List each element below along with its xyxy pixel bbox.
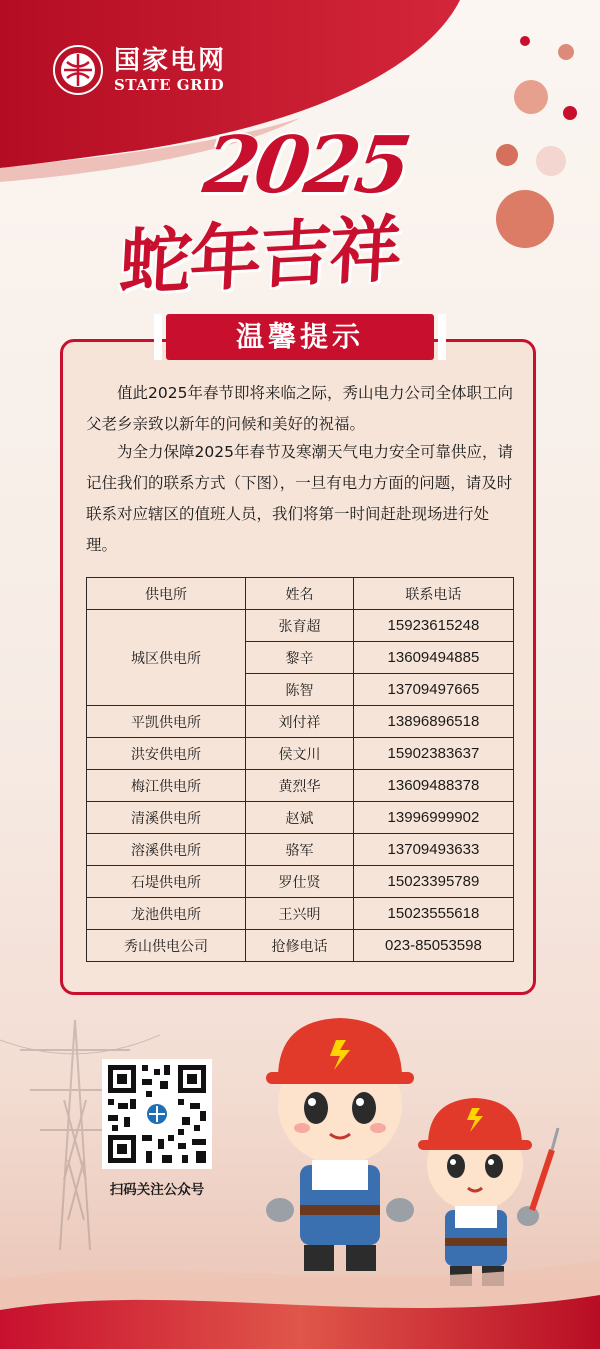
station-cell: 梅江供电所 bbox=[87, 770, 246, 802]
phone-cell[interactable]: 15023555618 bbox=[353, 898, 513, 930]
name-cell: 黎辛 bbox=[246, 642, 354, 674]
notice-paragraph-1: 值此2025年春节即将来临之际，秀山电力公司全体职工向父老乡亲致以新年的问候和美好的祝福。 bbox=[86, 384, 513, 433]
bottom-red-wave bbox=[0, 1240, 600, 1349]
phone-cell[interactable]: 13896896518 bbox=[353, 706, 513, 738]
phone-cell[interactable]: 13609494885 bbox=[353, 642, 513, 674]
deco-dot bbox=[563, 106, 577, 120]
header-name: 姓名 bbox=[246, 578, 354, 610]
qr-code-icon[interactable] bbox=[102, 1059, 212, 1169]
deco-dot bbox=[496, 190, 554, 248]
name-cell: 骆军 bbox=[246, 834, 354, 866]
phone-cell[interactable]: 13709493633 bbox=[353, 834, 513, 866]
phone-cell[interactable]: 15923615248 bbox=[353, 610, 513, 642]
table-row bbox=[87, 898, 514, 930]
table-row bbox=[87, 610, 514, 642]
table-row bbox=[87, 706, 514, 738]
phone-cell[interactable]: 023-85053598 bbox=[353, 930, 513, 962]
table-row bbox=[87, 930, 514, 962]
brand-name-en: STATE GRID bbox=[114, 75, 225, 94]
table-row bbox=[87, 738, 514, 770]
table-row bbox=[87, 866, 514, 898]
name-cell: 张育超 bbox=[246, 610, 354, 642]
station-cell: 城区供电所 bbox=[87, 610, 246, 706]
station-cell: 石堤供电所 bbox=[87, 866, 246, 898]
name-cell: 刘付祥 bbox=[246, 706, 354, 738]
headline-slogan: 蛇年吉祥 bbox=[117, 205, 402, 306]
headline bbox=[117, 120, 480, 310]
phone-cell[interactable]: 13996999902 bbox=[353, 802, 513, 834]
table-row bbox=[87, 834, 514, 866]
state-grid-logo bbox=[52, 44, 226, 96]
header-phone: 联系电话 bbox=[353, 578, 513, 610]
station-cell: 溶溪供电所 bbox=[87, 834, 246, 866]
qr-caption: 扫码关注公众号 bbox=[109, 1182, 205, 1198]
station-cell: 洪安供电所 bbox=[87, 738, 246, 770]
name-cell: 陈智 bbox=[246, 674, 354, 706]
name-cell: 抢修电话 bbox=[246, 930, 354, 962]
station-cell: 清溪供电所 bbox=[87, 802, 246, 834]
deco-dot bbox=[558, 44, 574, 60]
phone-cell[interactable]: 15023395789 bbox=[353, 866, 513, 898]
name-cell: 侯文川 bbox=[246, 738, 354, 770]
notice-title: 温馨提示 bbox=[166, 314, 434, 360]
mascot-large bbox=[266, 1018, 414, 1271]
deco-dot bbox=[536, 146, 566, 176]
table-row bbox=[87, 770, 514, 802]
station-cell: 秀山供电公司 bbox=[87, 930, 246, 962]
brand-name-cn: 国家电网 bbox=[114, 45, 227, 76]
phone-cell[interactable]: 13709497665 bbox=[353, 674, 513, 706]
notice-paragraph-2: 为全力保障2025年春节及寒潮天气电力安全可靠供应，请记住我们的联系方式（下图），一旦有电力方面的问题，请及时联系对应辖区的值班人员，我们将第一时间赶赴现场进行处理。 bbox=[86, 443, 513, 554]
phone-cell[interactable]: 15902383637 bbox=[353, 738, 513, 770]
deco-dot bbox=[496, 144, 518, 166]
headline-year: 2025 bbox=[198, 120, 413, 211]
table-header-row bbox=[87, 578, 514, 610]
name-cell: 罗仕贤 bbox=[246, 866, 354, 898]
header-station: 供电所 bbox=[87, 578, 246, 610]
station-cell: 平凯供电所 bbox=[87, 706, 246, 738]
table-row bbox=[87, 802, 514, 834]
name-cell: 赵斌 bbox=[246, 802, 354, 834]
contact-table bbox=[86, 577, 514, 962]
station-cell: 龙池供电所 bbox=[87, 898, 246, 930]
phone-cell[interactable]: 13609488378 bbox=[353, 770, 513, 802]
deco-dot bbox=[520, 36, 530, 46]
name-cell: 王兴明 bbox=[246, 898, 354, 930]
state-grid-emblem-icon bbox=[52, 44, 104, 96]
deco-dot bbox=[514, 80, 548, 114]
name-cell: 黄烈华 bbox=[246, 770, 354, 802]
